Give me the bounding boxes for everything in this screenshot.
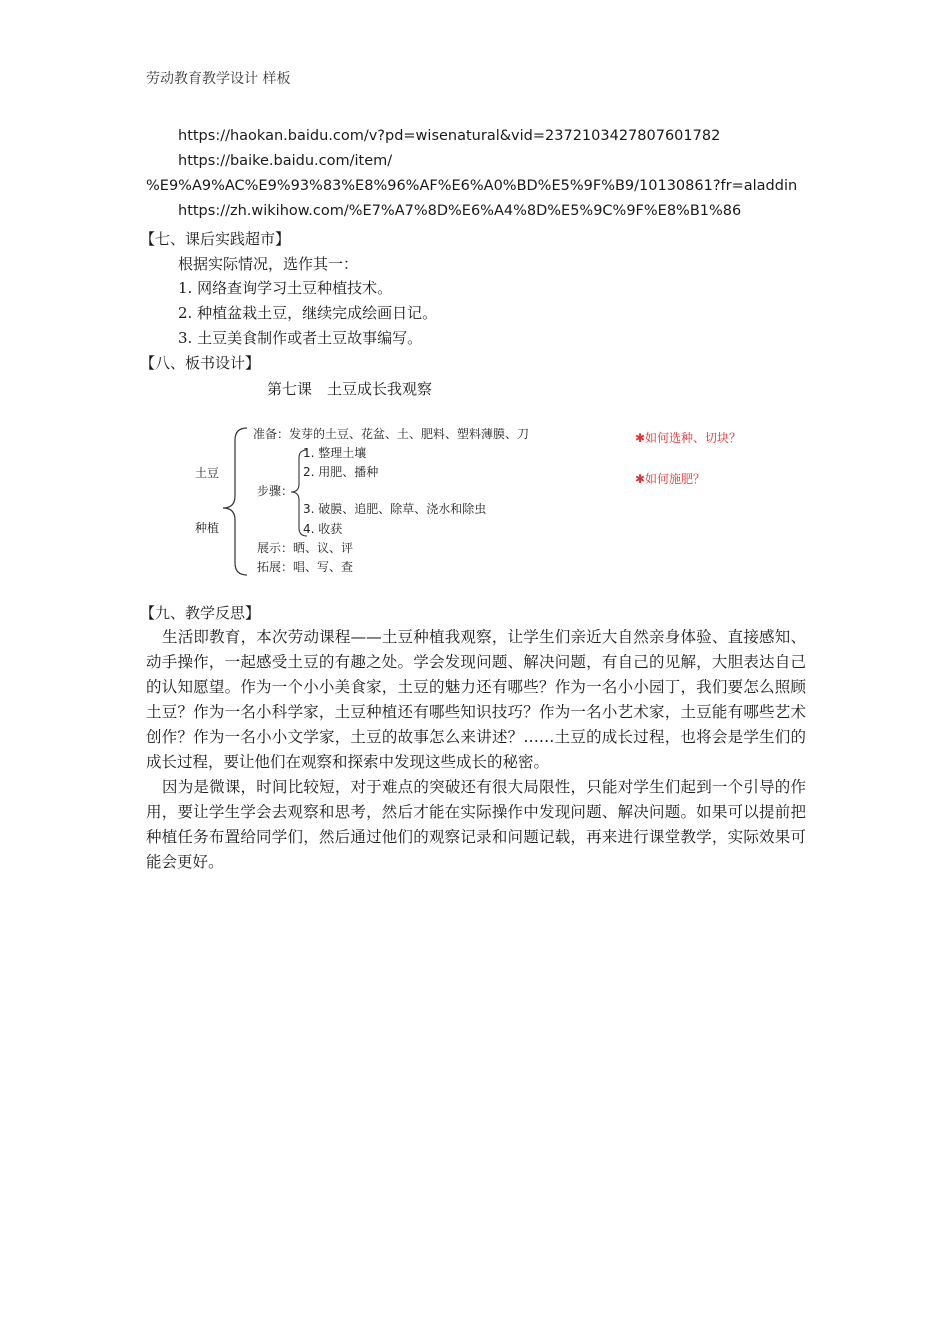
step-item: 3. 破膜、追肥、除草、浇水和除虫 [303, 502, 487, 516]
reflection-paragraph-2: 因为是微课，时间比较短，对于难点的突破还有很大局限性，只能对学生们起到一个引导的作用，要让学生学会去观察和思考，然后才能在实际操作中发现问题、解决问题。如果可以提前把种植任务布置给同学们，然后通过他们的观察记录和问题记载，再来进行课堂教学，实际效果可能会更好。 [146, 778, 806, 871]
extend-text: 拓展：唱、写、查 [257, 560, 354, 574]
section7-intro: 根据实际情况，选作其一： [178, 255, 359, 273]
board-diagram [185, 418, 785, 588]
step-item: 4. 收获 [303, 522, 343, 536]
link-baike-part1[interactable]: https://baike.baidu.com/item/ [178, 153, 393, 169]
section7-heading: 【七、课后实践超市】 [140, 230, 291, 248]
section7-item: 2. 种植盆栽土豆，继续完成绘画日记。 [178, 304, 438, 322]
note-fertilize: ✱如何施肥？ [635, 472, 706, 486]
root-label-2: 种植 [195, 521, 220, 535]
steps-label: 步骤： [257, 484, 294, 498]
step-item: 2. 用肥、播种 [303, 465, 379, 479]
prep-text: 准备：发芽的土豆、花盆、土、肥料、塑料薄膜、刀 [253, 427, 530, 441]
show-text: 展示：晒、议、评 [257, 541, 354, 555]
section9-heading: 【九、教学反思】 [140, 604, 261, 622]
section7-item: 3. 土豆美食制作或者土豆故事编写。 [178, 329, 423, 347]
section8-heading: 【八、板书设计】 [140, 354, 261, 372]
link-wikihow[interactable]: https://zh.wikihow.com/%E7%A7%8D%E6%A4%8D%E5%9C%9F%E8%B1%86 [178, 203, 742, 219]
section7-item: 1. 网络查询学习土豆种植技术。 [178, 279, 393, 297]
page-header: 劳动教育教学设计 样板 [146, 71, 291, 87]
board-title: 第七课 土豆成长我观察 [267, 380, 433, 398]
main-brace [223, 428, 247, 575]
step-item: 1. 整理土壤 [303, 446, 367, 460]
note-select-seed: ✱如何选种、切块？ [635, 431, 742, 445]
reflection-paragraph-1: 生活即教育，本次劳动课程——土豆种植我观察，让学生们亲近大自然亲身体验、直接感知、动手操作，一起感受土豆的有趣之处。学会发现问题、解决问题，有自己的见解，大胆表达自己的认知愿望。作为一个小小美食家，土豆的魅力还有哪些？作为一名小小园丁，我们要怎么照顾土豆？作为一名小科学家，土豆种植还有哪些知识技巧？作为一名小艺术家，土豆能有哪些艺术创作？作为一名小小文学家，土豆的故事怎么来讲述？……土豆的成长过程，也将会是学生们的成长过程，要让他们在观察和探索中发现这些成长的秘密。 [146, 628, 806, 771]
link-haokan[interactable]: https://haokan.baidu.com/v?pd=wisenatural&vid=2372103427807601782 [178, 128, 721, 144]
link-baike-part2[interactable]: %E9%A9%AC%E9%93%83%E8%96%AF%E6%A0%BD%E5%9F%B9/10130861?fr=aladdin [146, 178, 798, 194]
root-label-1: 土豆 [195, 466, 220, 480]
reflection-body [146, 625, 806, 875]
